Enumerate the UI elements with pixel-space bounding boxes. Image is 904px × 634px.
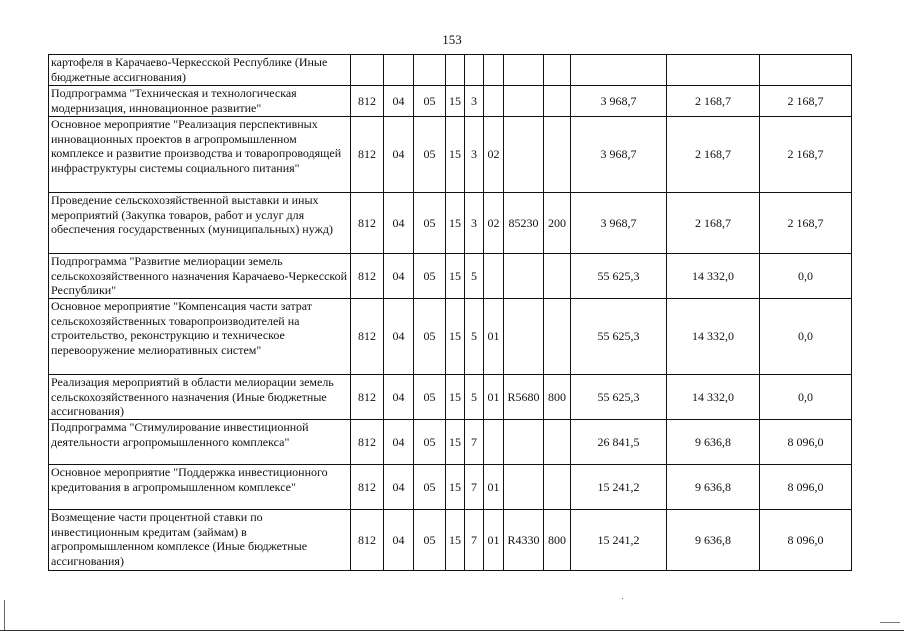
expense-type-cell <box>544 299 571 375</box>
event-cell: 01 <box>484 465 504 510</box>
direction-cell <box>504 55 544 86</box>
name-cell: Проведение сельскохозяйственной выставки и иных мероприятий (Закупка товаров, работ и услуг для обеспечения государственных (муниципальных) нужд) <box>49 193 351 254</box>
amount-2021-cell: 2 168,7 <box>760 193 852 254</box>
section-cell: 04 <box>384 420 414 465</box>
amount-2021-cell: 2 168,7 <box>760 117 852 193</box>
table-row <box>49 86 852 117</box>
amount-2019-cell: 3 968,7 <box>571 86 667 117</box>
subprogram-cell: 7 <box>465 420 484 465</box>
event-cell: 01 <box>484 299 504 375</box>
scan-bottom-edge <box>0 630 904 631</box>
subprogram-cell: 3 <box>465 117 484 193</box>
section-cell: 04 <box>384 86 414 117</box>
section-cell: 04 <box>384 465 414 510</box>
name-cell: Подпрограмма "Техническая и технологическая модернизация, инновационное развитие" <box>49 86 351 117</box>
direction-cell <box>504 465 544 510</box>
section-cell: 04 <box>384 117 414 193</box>
amount-2020-cell: 2 168,7 <box>667 117 760 193</box>
subsection-cell: 05 <box>414 193 446 254</box>
name-cell: Возмещение части процентной ставки по инвестиционным кредитам (займам) в агропромышленном комплексе (Иные бюджетные ассигнования) <box>49 510 351 571</box>
name-cell: картофеля в Карачаево-Черкесской Республике (Иные бюджетные ассигнования) <box>49 55 351 86</box>
subsection-cell: 05 <box>414 299 446 375</box>
subprogram-cell: 5 <box>465 375 484 420</box>
subprogram-cell: 7 <box>465 510 484 571</box>
amount-2021-cell: 0,0 <box>760 375 852 420</box>
table-row <box>49 193 852 254</box>
amount-2019-cell: 55 625,3 <box>571 254 667 299</box>
direction-cell: R5680 <box>504 375 544 420</box>
section-cell: 04 <box>384 193 414 254</box>
table-row <box>49 55 852 86</box>
subprogram-cell: 5 <box>465 254 484 299</box>
ministry-code-cell <box>351 55 384 86</box>
section-cell <box>384 55 414 86</box>
ministry-code-cell: 812 <box>351 254 384 299</box>
amount-2019-cell: 26 841,5 <box>571 420 667 465</box>
direction-cell: 85230 <box>504 193 544 254</box>
table-row <box>49 420 852 465</box>
amount-2019-cell <box>571 55 667 86</box>
subsection-cell: 05 <box>414 465 446 510</box>
event-cell: 01 <box>484 510 504 571</box>
amount-2020-cell: 14 332,0 <box>667 299 760 375</box>
event-cell: 02 <box>484 193 504 254</box>
amount-2019-cell: 3 968,7 <box>571 193 667 254</box>
amount-2020-cell: 14 332,0 <box>667 375 760 420</box>
amount-2020-cell: 2 168,7 <box>667 193 760 254</box>
subprogram-cell: 7 <box>465 465 484 510</box>
amount-2020-cell: 9 636,8 <box>667 465 760 510</box>
amount-2020-cell: 9 636,8 <box>667 420 760 465</box>
amount-2020-cell: 14 332,0 <box>667 254 760 299</box>
expense-type-cell <box>544 55 571 86</box>
amount-2021-cell: 8 096,0 <box>760 465 852 510</box>
program-cell: 15 <box>446 193 465 254</box>
table-row <box>49 254 852 299</box>
expense-type-cell <box>544 420 571 465</box>
expense-type-cell: 200 <box>544 193 571 254</box>
section-cell: 04 <box>384 299 414 375</box>
amount-2019-cell: 15 241,2 <box>571 510 667 571</box>
ministry-code-cell: 812 <box>351 510 384 571</box>
expense-type-cell <box>544 465 571 510</box>
name-cell: Реализация мероприятий в области мелиорации земель сельскохозяйственного назначения (Иные бюджетные ассигнования) <box>49 375 351 420</box>
table-row <box>49 465 852 510</box>
table-row <box>49 510 852 571</box>
subsection-cell: 05 <box>414 375 446 420</box>
event-cell <box>484 254 504 299</box>
program-cell: 15 <box>446 510 465 571</box>
program-cell: 15 <box>446 375 465 420</box>
amount-2020-cell: 9 636,8 <box>667 510 760 571</box>
budget-table <box>48 54 852 571</box>
table-row <box>49 299 852 375</box>
expense-type-cell <box>544 86 571 117</box>
amount-2021-cell <box>760 55 852 86</box>
subprogram-cell: 3 <box>465 86 484 117</box>
amount-2021-cell: 0,0 <box>760 254 852 299</box>
name-cell: Подпрограмма "Стимулирование инвестиционной деятельности агропромышленного комплекса" <box>49 420 351 465</box>
expense-type-cell <box>544 117 571 193</box>
program-cell: 15 <box>446 465 465 510</box>
ministry-code-cell: 812 <box>351 117 384 193</box>
subsection-cell: 05 <box>414 86 446 117</box>
subprogram-cell <box>465 55 484 86</box>
section-cell: 04 <box>384 254 414 299</box>
expense-type-cell: 800 <box>544 375 571 420</box>
subsection-cell: 05 <box>414 117 446 193</box>
table-row <box>49 375 852 420</box>
expense-type-cell <box>544 254 571 299</box>
ministry-code-cell: 812 <box>351 299 384 375</box>
program-cell: 15 <box>446 86 465 117</box>
name-cell: Основное мероприятие "Поддержка инвестиционного кредитования в агропромышленном комплексе" <box>49 465 351 510</box>
event-cell <box>484 55 504 86</box>
direction-cell <box>504 254 544 299</box>
scan-dot <box>622 598 623 599</box>
subsection-cell <box>414 55 446 86</box>
amount-2021-cell: 2 168,7 <box>760 86 852 117</box>
subprogram-cell: 5 <box>465 299 484 375</box>
ministry-code-cell: 812 <box>351 420 384 465</box>
program-cell: 15 <box>446 420 465 465</box>
subsection-cell: 05 <box>414 254 446 299</box>
amount-2021-cell: 8 096,0 <box>760 420 852 465</box>
subsection-cell: 05 <box>414 510 446 571</box>
amount-2020-cell: 2 168,7 <box>667 86 760 117</box>
program-cell: 15 <box>446 254 465 299</box>
amount-2019-cell: 55 625,3 <box>571 375 667 420</box>
event-cell <box>484 420 504 465</box>
expense-type-cell: 800 <box>544 510 571 571</box>
ministry-code-cell: 812 <box>351 465 384 510</box>
name-cell: Основное мероприятие "Реализация перспективных инновационных проектов в агропромышленном комплексе и развитие производства и товаропроводящей инфраструктуры системы социального питания" <box>49 117 351 193</box>
amount-2019-cell: 3 968,7 <box>571 117 667 193</box>
subprogram-cell: 3 <box>465 193 484 254</box>
section-cell: 04 <box>384 375 414 420</box>
event-cell: 01 <box>484 375 504 420</box>
event-cell: 02 <box>484 117 504 193</box>
ministry-code-cell: 812 <box>351 86 384 117</box>
amount-2019-cell: 15 241,2 <box>571 465 667 510</box>
direction-cell <box>504 420 544 465</box>
amount-2019-cell: 55 625,3 <box>571 299 667 375</box>
program-cell: 15 <box>446 117 465 193</box>
program-cell: 15 <box>446 299 465 375</box>
page-number: 153 <box>442 32 462 47</box>
direction-cell: R4330 <box>504 510 544 571</box>
event-cell <box>484 86 504 117</box>
section-cell: 04 <box>384 510 414 571</box>
amount-2021-cell: 8 096,0 <box>760 510 852 571</box>
subsection-cell: 05 <box>414 420 446 465</box>
direction-cell <box>504 117 544 193</box>
amount-2021-cell: 0,0 <box>760 299 852 375</box>
direction-cell <box>504 299 544 375</box>
scan-edge-mark-right <box>880 622 900 623</box>
table-row <box>49 117 852 193</box>
ministry-code-cell: 812 <box>351 375 384 420</box>
ministry-code-cell: 812 <box>351 193 384 254</box>
direction-cell <box>504 86 544 117</box>
name-cell: Основное мероприятие "Компенсация части затрат сельскохозяйственных товаропроизводителей на строительство, реконструкцию и техническое перевооружение мелиоративных систем" <box>49 299 351 375</box>
scan-edge-mark <box>4 600 5 630</box>
name-cell: Подпрограмма "Развитие мелиорации земель сельскохозяйственного назначения Карачаево-Черкесской Республики" <box>49 254 351 299</box>
program-cell <box>446 55 465 86</box>
amount-2020-cell <box>667 55 760 86</box>
